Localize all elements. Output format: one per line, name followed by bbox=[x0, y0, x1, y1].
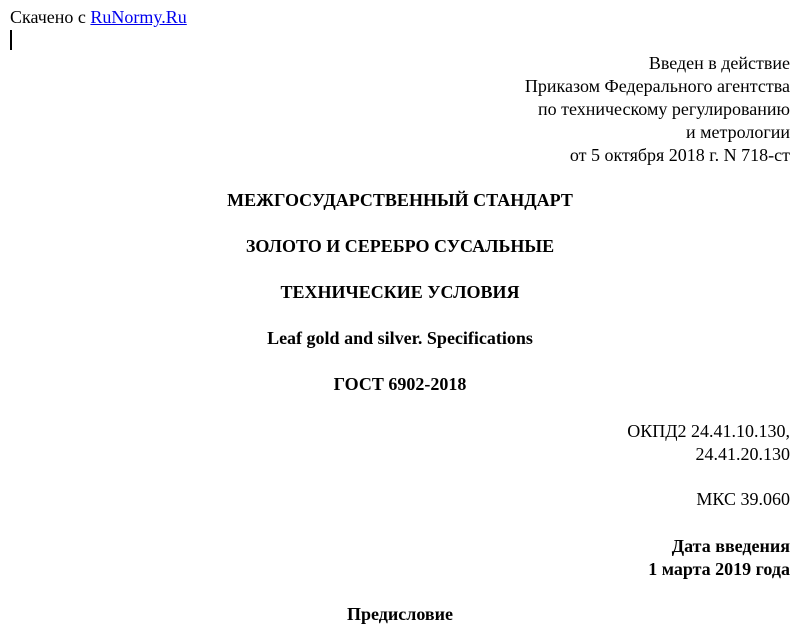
source-prefix: Скачено с bbox=[10, 7, 91, 27]
effective-date-label: Дата введения bbox=[671, 536, 790, 556]
mks-code: МКС 39.060 bbox=[696, 489, 790, 509]
effective-date-value: 1 марта 2019 года bbox=[648, 559, 790, 579]
standard-category: МЕЖГОСУДАРСТВЕННЫЙ СТАНДАРТ bbox=[227, 190, 573, 210]
introduction-line: Приказом Федерального агентства bbox=[524, 76, 790, 96]
introduction-line: Введен в действие bbox=[648, 53, 790, 73]
effective-date-block bbox=[648, 535, 790, 581]
introduction-line: по техническому регулированию bbox=[537, 99, 790, 119]
source-line bbox=[10, 6, 187, 29]
english-title: Leaf gold and silver. Specifications bbox=[267, 328, 533, 348]
introduction-block bbox=[525, 52, 790, 167]
standard-designation: ГОСТ 6902-2018 bbox=[333, 374, 467, 394]
standard-subtitle: ТЕХНИЧЕСКИЕ УСЛОВИЯ bbox=[280, 282, 520, 302]
introduction-line: и метрологии bbox=[686, 122, 790, 142]
foreword-heading: Предисловие bbox=[347, 604, 453, 624]
introduction-line: от 5 октября 2018 г. N 718-ст bbox=[569, 145, 790, 165]
text-cursor bbox=[10, 30, 12, 50]
okpd2-line: 24.41.20.130 bbox=[695, 444, 790, 464]
standard-title: ЗОЛОТО И СЕРЕБРО СУСАЛЬНЫЕ bbox=[245, 236, 555, 256]
okpd2-line: ОКПД2 24.41.10.130, bbox=[627, 421, 790, 441]
mks-block bbox=[696, 488, 790, 511]
okpd2-block bbox=[627, 420, 790, 466]
source-link[interactable]: RuNormy.Ru bbox=[90, 7, 187, 27]
